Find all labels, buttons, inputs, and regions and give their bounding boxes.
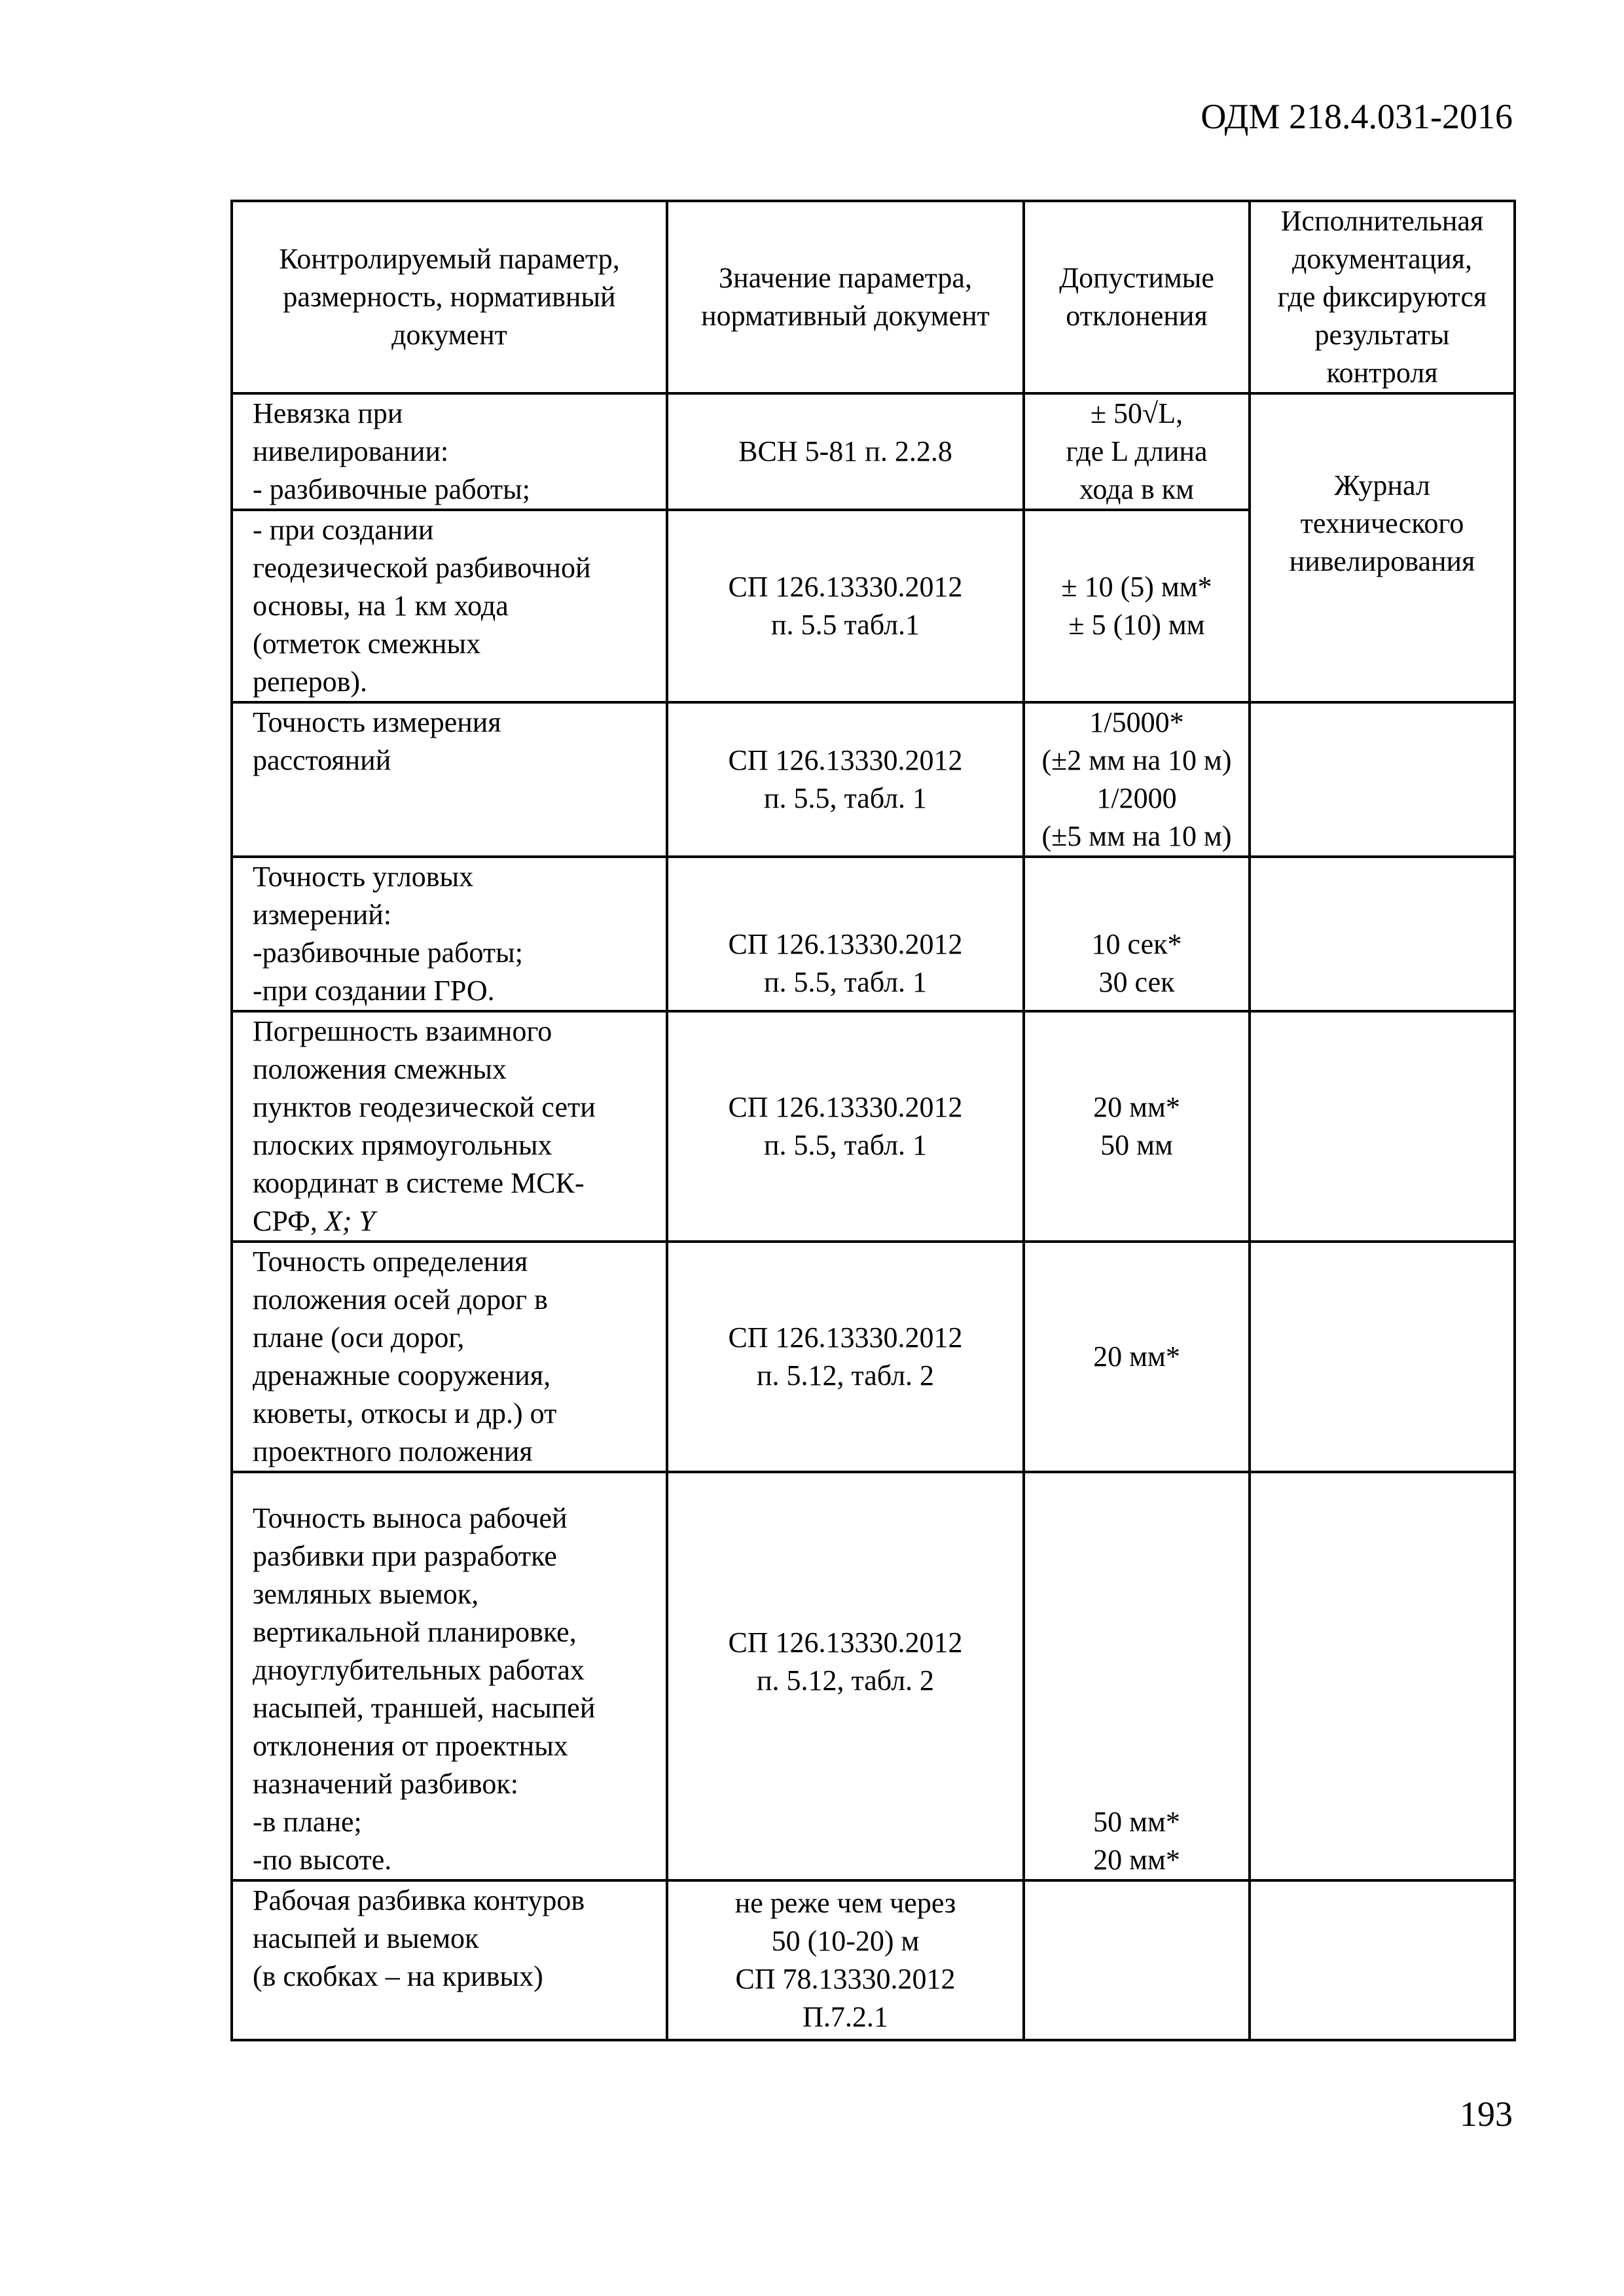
page-number: 193 [1460, 2094, 1513, 2134]
cell-documentation-journal: Журнал технического нивелирования [1250, 393, 1515, 702]
cell-parameter: - при создании геодезической разбивочной основы, на 1 км хода (отметок смежных реперов). [232, 510, 667, 702]
column-header-documentation: Исполнительная документация, где фиксируются результаты контроля [1250, 201, 1515, 393]
cell-reference: СП 126.13330.2012 п. 5.5, табл. 1 [667, 1011, 1024, 1242]
table-row [232, 1472, 1515, 1880]
column-header-parameter: Контролируемый параметр, размерность, нормативный документ [232, 201, 667, 393]
cell-tolerance: 10 сек* 30 сек [1024, 857, 1250, 1011]
column-header-tolerance: Допустимые отклонения [1024, 201, 1250, 393]
cell-reference: СП 126.13330.2012 п. 5.12, табл. 2 [667, 1242, 1024, 1472]
cell-documentation [1250, 1472, 1515, 1880]
cell-tolerance: ± 10 (5) мм* ± 5 (10) мм [1024, 510, 1250, 702]
cell-tolerance: ± 50√L, где L длина хода в км [1024, 393, 1250, 510]
cell-reference: не реже чем через 50 (10-20) м СП 78.13330.2012 П.7.2.1 [667, 1880, 1024, 2040]
cell-reference: СП 126.13330.2012 п. 5.5 табл.1 [667, 510, 1024, 702]
cell-tolerance [1024, 1880, 1250, 2040]
cell-parameter: Точность измерения расстояний [232, 702, 667, 857]
table-row [232, 702, 1515, 857]
cell-tolerance: 20 мм* [1024, 1242, 1250, 1472]
table-row [232, 1242, 1515, 1472]
coordinate-axes: X; Y [324, 1205, 375, 1237]
table-row [232, 857, 1515, 1011]
table-row [232, 1880, 1515, 2040]
cell-parameter: Точность угловых измерений: -разбивочные работы; -при создании ГРО. [232, 857, 667, 1011]
cell-documentation [1250, 702, 1515, 857]
cell-documentation [1250, 1880, 1515, 2040]
parameter-text: Погрешность взаимного положения смежных пунктов геодезической сети плоских прямоугольных координат в системе МСК- СРФ, [253, 1015, 596, 1237]
control-parameters-table [230, 200, 1516, 2041]
cell-reference: СП 126.13330.2012 п. 5.12, табл. 2 [667, 1472, 1024, 1880]
cell-parameter [232, 1011, 667, 1242]
column-header-value: Значение параметра, нормативный документ [667, 201, 1024, 393]
table-header-row [232, 201, 1515, 393]
cell-documentation [1250, 1011, 1515, 1242]
cell-parameter: Рабочая разбивка контуров насыпей и выемок (в скобках – на кривых) [232, 1880, 667, 2040]
table-row [232, 1011, 1515, 1242]
cell-documentation [1250, 857, 1515, 1011]
cell-parameter: Точность определения положения осей дорог в плане (оси дорог, дренажные сооружения, кюветы, откосы и др.) от проектного положения [232, 1242, 667, 1472]
cell-parameter: Точность выноса рабочей разбивки при разработке земляных выемок, вертикальной планировке, дноуглубительных работах насыпей, траншей, насыпей отклонения от проектных назначений разбивок: -в плане; -по высоте. [232, 1472, 667, 1880]
cell-tolerance: 50 мм* 20 мм* [1024, 1472, 1250, 1880]
table-row [232, 393, 1515, 510]
document-code: ОДМ 218.4.031-2016 [1200, 97, 1513, 136]
cell-parameter: Невязка при нивелировании: - разбивочные работы; [232, 393, 667, 510]
cell-reference: СП 126.13330.2012 п. 5.5, табл. 1 [667, 702, 1024, 857]
cell-tolerance: 20 мм* 50 мм [1024, 1011, 1250, 1242]
cell-tolerance: 1/5000* (±2 мм на 10 м) 1/2000 (±5 мм на 10 м) [1024, 702, 1250, 857]
cell-reference: СП 126.13330.2012 п. 5.5, табл. 1 [667, 857, 1024, 1011]
cell-documentation [1250, 1242, 1515, 1472]
cell-reference: ВСН 5-81 п. 2.2.8 [667, 393, 1024, 510]
